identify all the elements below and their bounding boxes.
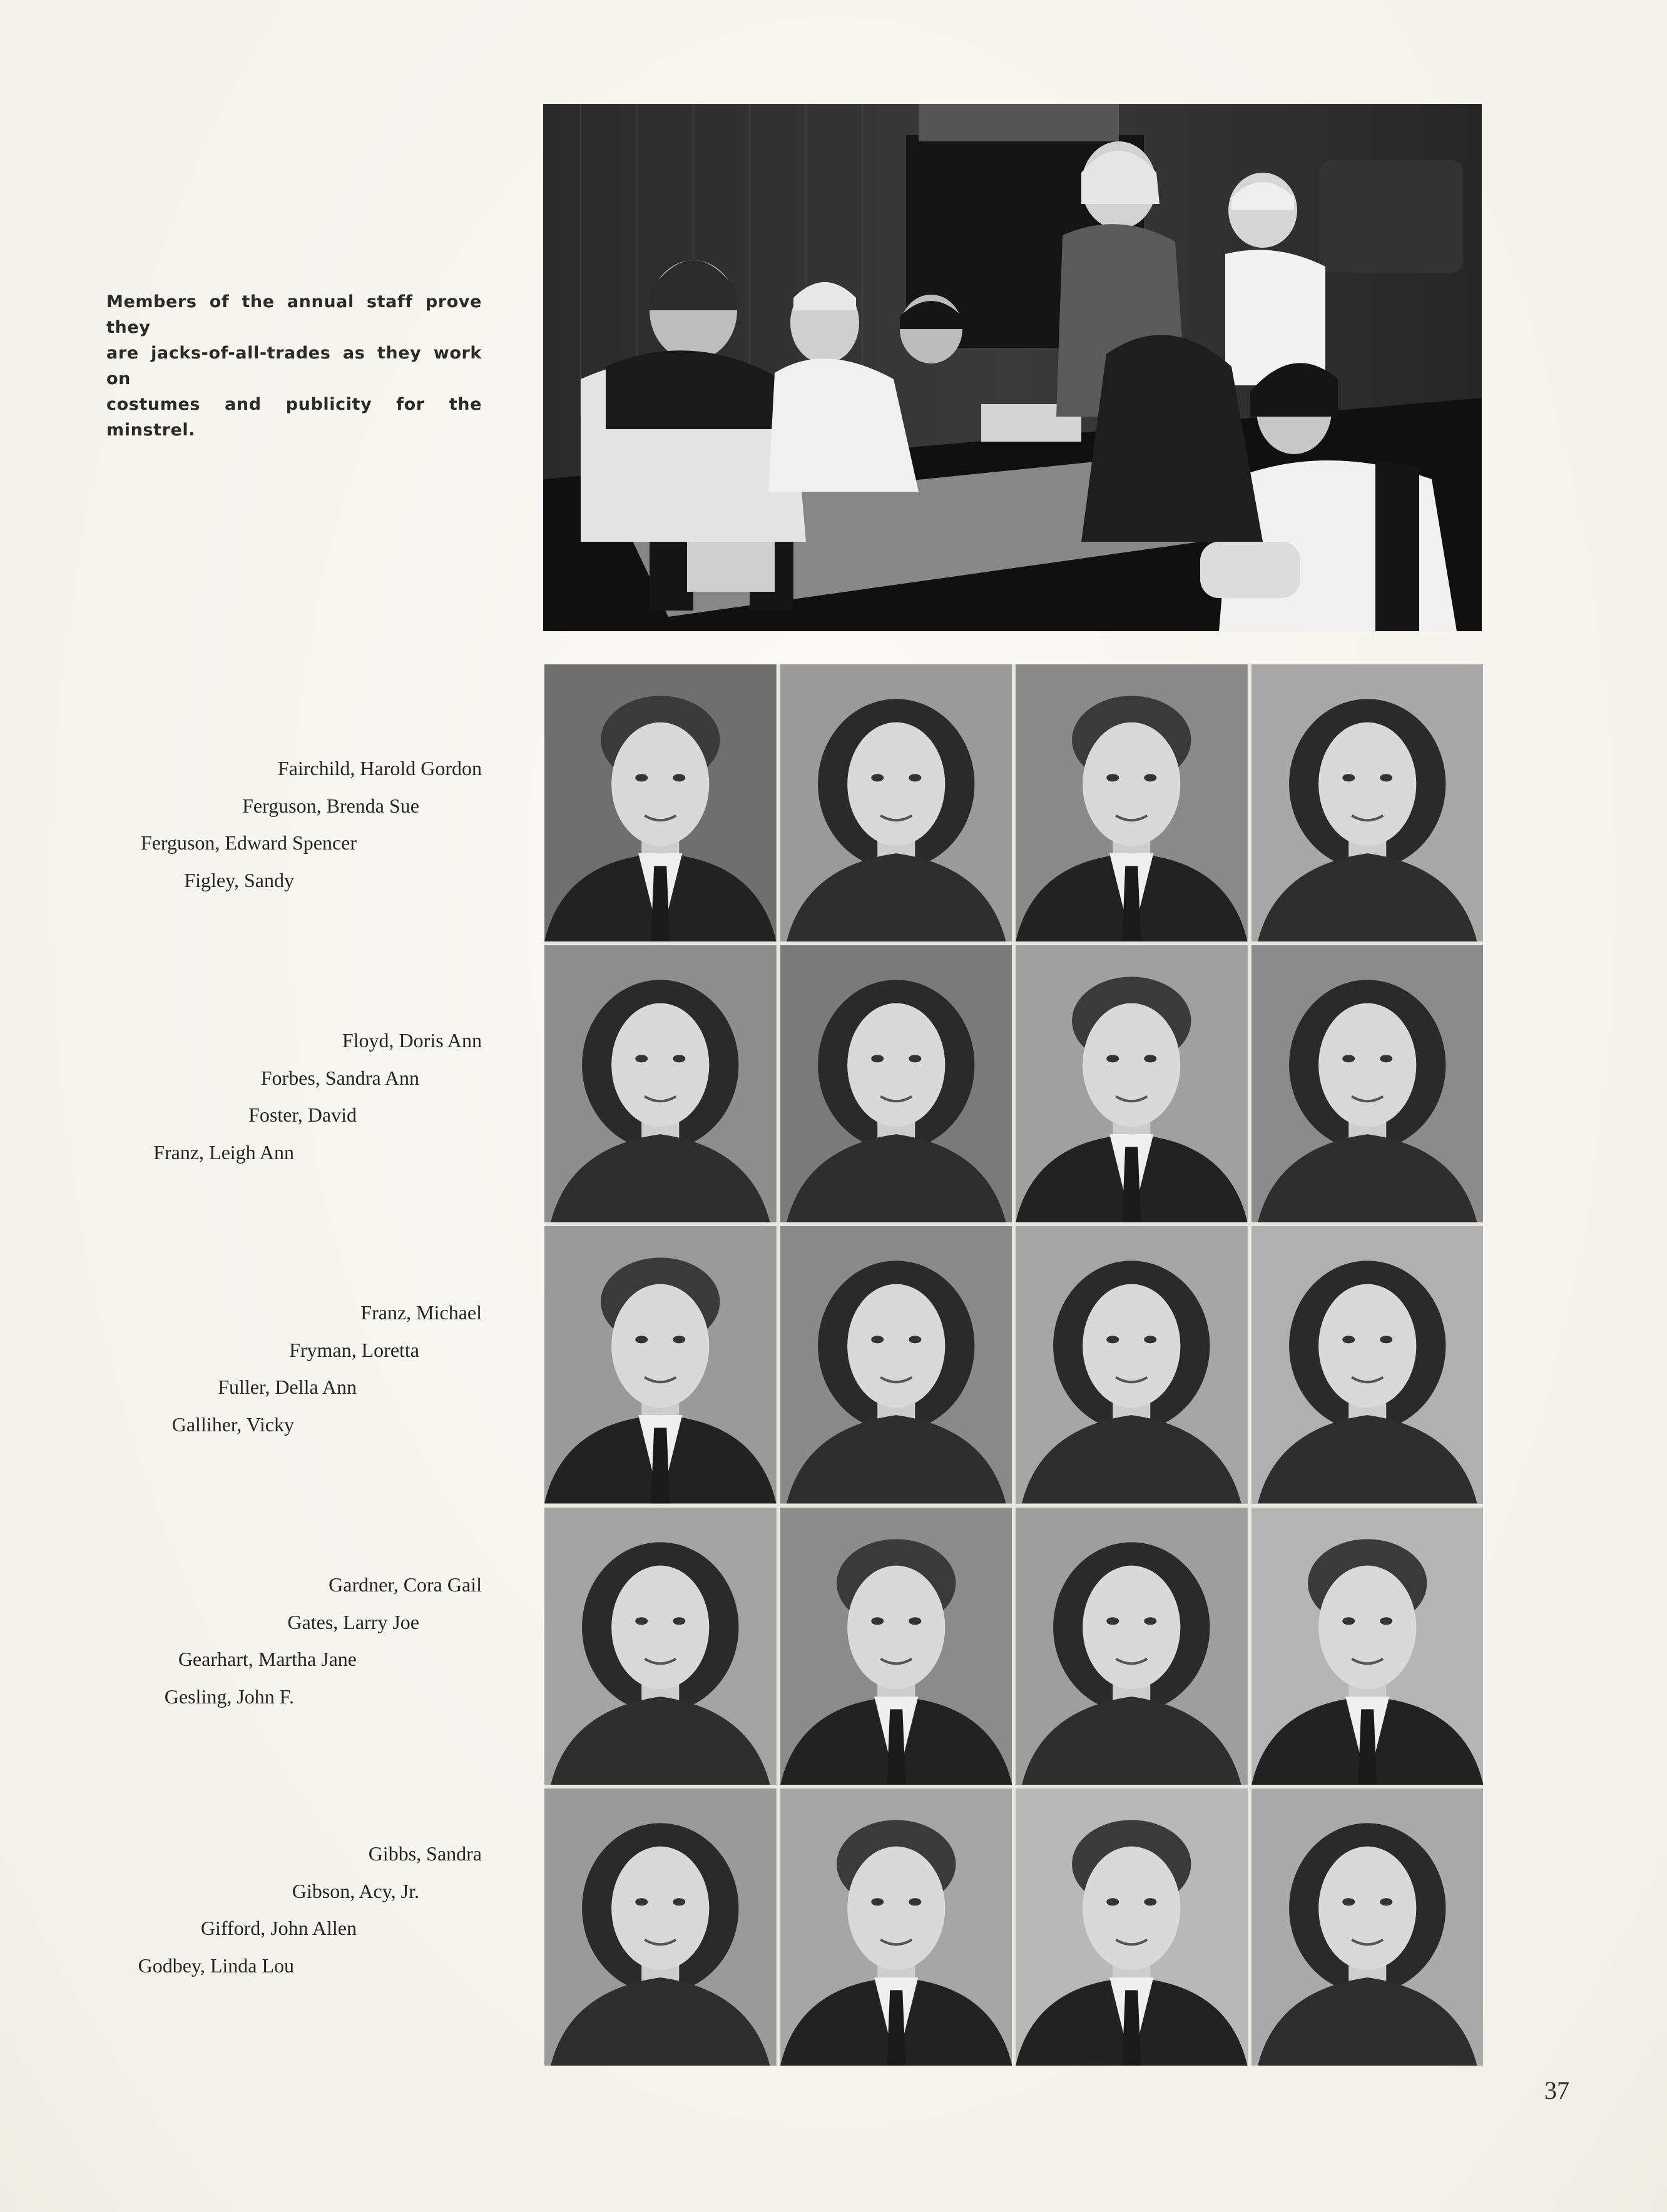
student-name: Godbey, Linda Lou (138, 1954, 294, 1977)
student-portrait (544, 1226, 777, 1503)
student-portrait (544, 1788, 777, 2066)
student-portrait (1016, 1508, 1248, 1785)
student-name: Fryman, Loretta (289, 1338, 419, 1361)
student-name: Franz, Michael (360, 1301, 482, 1324)
student-name: Gifford, John Allen (200, 1917, 357, 1939)
senior-portrait-grid (544, 664, 1483, 2066)
student-portrait (1252, 1508, 1484, 1785)
student-portrait (1016, 1788, 1248, 2066)
student-name: Gardner, Cora Gail (329, 1573, 482, 1596)
student-portrait (1252, 1788, 1484, 2066)
student-portrait (544, 945, 777, 1222)
caption-line: Members of the annual staff prove they (106, 292, 482, 337)
student-portrait (780, 1508, 1012, 1785)
student-portrait (1016, 664, 1248, 941)
student-portrait (1252, 945, 1484, 1222)
student-portrait (780, 1226, 1012, 1503)
student-portrait (1252, 1226, 1484, 1503)
student-portrait (544, 1508, 777, 1785)
student-name: Gesling, John F. (164, 1685, 294, 1708)
student-name: Ferguson, Edward Spencer (140, 831, 357, 854)
student-portrait (1252, 664, 1484, 941)
caption-line: are jacks-of-all-trades as they work on (106, 343, 482, 388)
student-name: Gates, Larry Joe (287, 1610, 419, 1633)
student-name: Gibbs, Sandra (368, 1842, 482, 1865)
student-portrait (780, 1788, 1012, 2066)
student-name: Gibson, Acy, Jr. (292, 1879, 419, 1902)
caption-line: costumes and publicity for the minstrel. (106, 395, 482, 440)
student-name: Fairchild, Harold Gordon (277, 757, 482, 779)
student-name: Ferguson, Brenda Sue (242, 794, 419, 817)
student-name: Foster, David (248, 1103, 357, 1126)
student-name: Franz, Leigh Ann (153, 1140, 294, 1164)
page-number: 37 (1544, 2076, 1569, 2104)
student-portrait (780, 664, 1012, 941)
student-portrait (780, 945, 1012, 1222)
student-name: Gearhart, Martha Jane (178, 1648, 357, 1670)
student-name: Figley, Sandy (184, 868, 294, 891)
student-portrait (544, 664, 777, 941)
student-portrait (1016, 945, 1248, 1222)
annual-staff-group-photo (543, 104, 1482, 631)
student-portrait (1016, 1226, 1248, 1503)
student-name: Fuller, Della Ann (218, 1376, 357, 1398)
student-name: Galliher, Vicky (171, 1413, 294, 1436)
student-name: Forbes, Sandra Ann (260, 1066, 419, 1089)
photo-caption (106, 289, 482, 443)
student-name: Floyd, Doris Ann (342, 1029, 482, 1052)
